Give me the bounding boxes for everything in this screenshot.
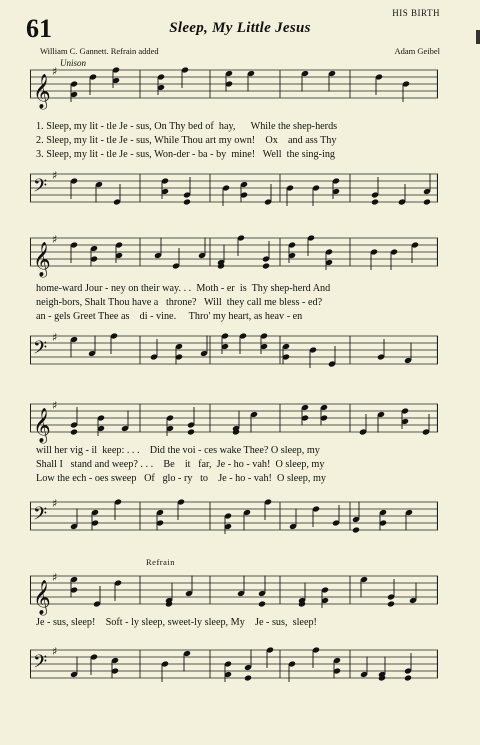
lyric-line-1-1: 1. Sleep, my lit - tle Je - sus, On Thy bed of hay, While the shep-herds [36, 121, 338, 132]
lyric-line-1-2: 2. Sleep, my lit - tle Je - sus, While Thou art my own! Ox and ass Thy [36, 135, 337, 146]
lyric-line-2-3: an - gels Greet Thee as di - vine. Thro' my heart, as heav - en [36, 311, 303, 322]
treble-staff-1 [30, 64, 438, 110]
bass-staff-4 [30, 644, 438, 690]
lyric-line-4-1: Je - sus, sleep! Soft - ly sleep, sweet-ly sleep, My Je - sus, sleep! [36, 617, 317, 628]
bass-staff-1 [30, 168, 438, 214]
hymn-number: 61 [26, 14, 52, 43]
treble-staff-4 [30, 570, 438, 616]
svg-text:♯: ♯ [52, 398, 58, 412]
refrain-marking: Refrain [146, 557, 175, 567]
lyric-line-1-3: 3. Sleep, my lit - tle Je - sus, Won-der - ba - by mine! Well the sing-ing [36, 149, 336, 160]
words-credit: William C. Gannett. Refrain added [40, 46, 159, 56]
svg-text:𝄢: 𝄢 [33, 338, 48, 363]
svg-text:𝄢: 𝄢 [33, 504, 48, 529]
svg-text:♯: ♯ [52, 644, 58, 658]
svg-text:♯: ♯ [52, 168, 58, 182]
svg-text:𝄞: 𝄞 [33, 408, 51, 443]
svg-text:♯: ♯ [52, 570, 58, 584]
svg-text:♯: ♯ [52, 330, 58, 344]
svg-text:♯: ♯ [52, 496, 58, 510]
lyric-line-3-3: Low the ech - oes sweep Of glo - ry to Je - ho - vah! O sleep, my [36, 473, 326, 484]
svg-text:𝄞: 𝄞 [33, 580, 51, 615]
music-credit: Adam Geibel [394, 46, 440, 56]
lyric-line-3-2: Shall I stand and weep? . . . Be it far, Je - ho - vah! O sleep, my [36, 459, 325, 470]
svg-text:𝄢: 𝄢 [33, 652, 48, 677]
svg-text:𝄞: 𝄞 [33, 242, 51, 277]
lyric-line-2-2: neigh-bors, Shalt Thou have a throne? Will they call me bless - ed? [36, 297, 323, 308]
svg-text:𝄞: 𝄞 [33, 74, 51, 109]
bass-staff-2 [30, 330, 438, 376]
page-edge-mark [476, 30, 480, 44]
svg-text:𝄢: 𝄢 [33, 176, 48, 201]
treble-staff-2 [30, 232, 438, 278]
svg-text:♯: ♯ [52, 232, 58, 246]
lyric-line-2-1: home-ward Jour - ney on their way. . . Moth - er is Thy shep-herd And [36, 283, 331, 294]
lyric-line-3-1: will her vig - il keep: . . . Did the voi - ces wake Thee? O sleep, my [36, 445, 320, 456]
treble-staff-3 [30, 398, 438, 444]
hymn-title: Sleep, My Little Jesus [169, 20, 311, 36]
svg-text:♯: ♯ [52, 64, 58, 78]
section-label: HIS BIRTH [392, 8, 440, 18]
bass-staff-3 [30, 496, 438, 542]
unison-marking: Unison [60, 58, 87, 68]
